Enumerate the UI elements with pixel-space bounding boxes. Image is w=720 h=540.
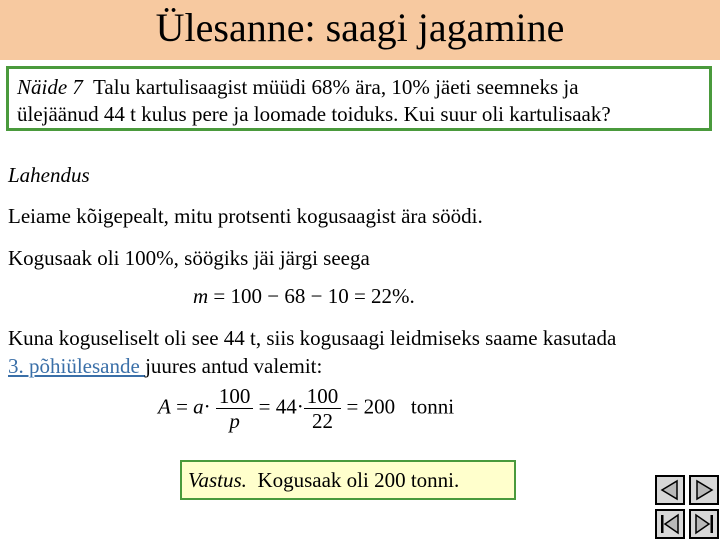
answer-box [180,460,516,500]
formula-var-m: m [193,284,209,308]
example-box [6,66,712,131]
fraction-100-over-p [216,384,254,433]
formula-total-harvest [158,384,454,433]
next-slide-button[interactable] [689,475,719,505]
solution-paragraph-3-rest: juures antud valemit: [145,354,323,378]
last-slide-button[interactable] [689,509,719,539]
prev-slide-button[interactable] [655,475,685,505]
solution-paragraph-2: Kogusaak oli 100%, söögiks jäi järgi seega [8,246,370,270]
basic-task-3-link[interactable]: 3. põhiülesande [8,354,146,378]
formula-unit: tonni [410,394,455,419]
formula-remaining-percent [193,284,415,309]
fraction-numerator: 100 [216,384,254,409]
fraction-100-over-22 [304,384,342,433]
formula-result: = 200 [346,394,396,419]
formula-coefficient: 44· [275,394,304,419]
example-text-line2: ülejäänud 44 t kulus pere ja loomade toiduks. Kui suur oli kartulisaak? [17,102,611,126]
formula-equals-2: = [253,394,276,419]
next-arrow-icon [692,478,716,502]
page-title: Ülesanne: saagi jagamine [155,5,565,50]
formula-var-A: A [158,394,171,419]
prev-arrow-icon [658,478,682,502]
formula-dot: · [203,394,211,419]
formula-var-a: a [193,394,204,419]
first-slide-icon [658,512,682,536]
fraction-denominator-2: 22 [312,409,334,433]
formula-expression: = 100 − 68 − 10 = 22%. [208,284,415,308]
fraction-denominator: p [229,409,240,433]
last-slide-icon [692,512,716,536]
solution-paragraph-3-line1: Kuna koguseliselt oli see 44 t, siis kogusaagi leidmiseks saame kasutada [8,326,617,350]
fraction-numerator-2: 100 [304,384,342,409]
formula-equals: = [170,394,194,419]
example-text-line1: Talu kartulisaagist müüdi 68% ära, 10% jäeti seemneks ja [93,75,579,99]
solution-paragraph-1: Leiame kõigepealt, mitu protsenti kogusaagist ära söödi. [8,204,483,228]
solution-paragraph-3-line2 [8,352,322,380]
solution-label: Lahendus [8,163,90,187]
answer-label: Vastus. [188,468,247,492]
first-slide-button[interactable] [655,509,685,539]
example-label: Näide 7 [17,75,83,99]
answer-text: Kogusaak oli 200 tonni. [257,468,460,492]
